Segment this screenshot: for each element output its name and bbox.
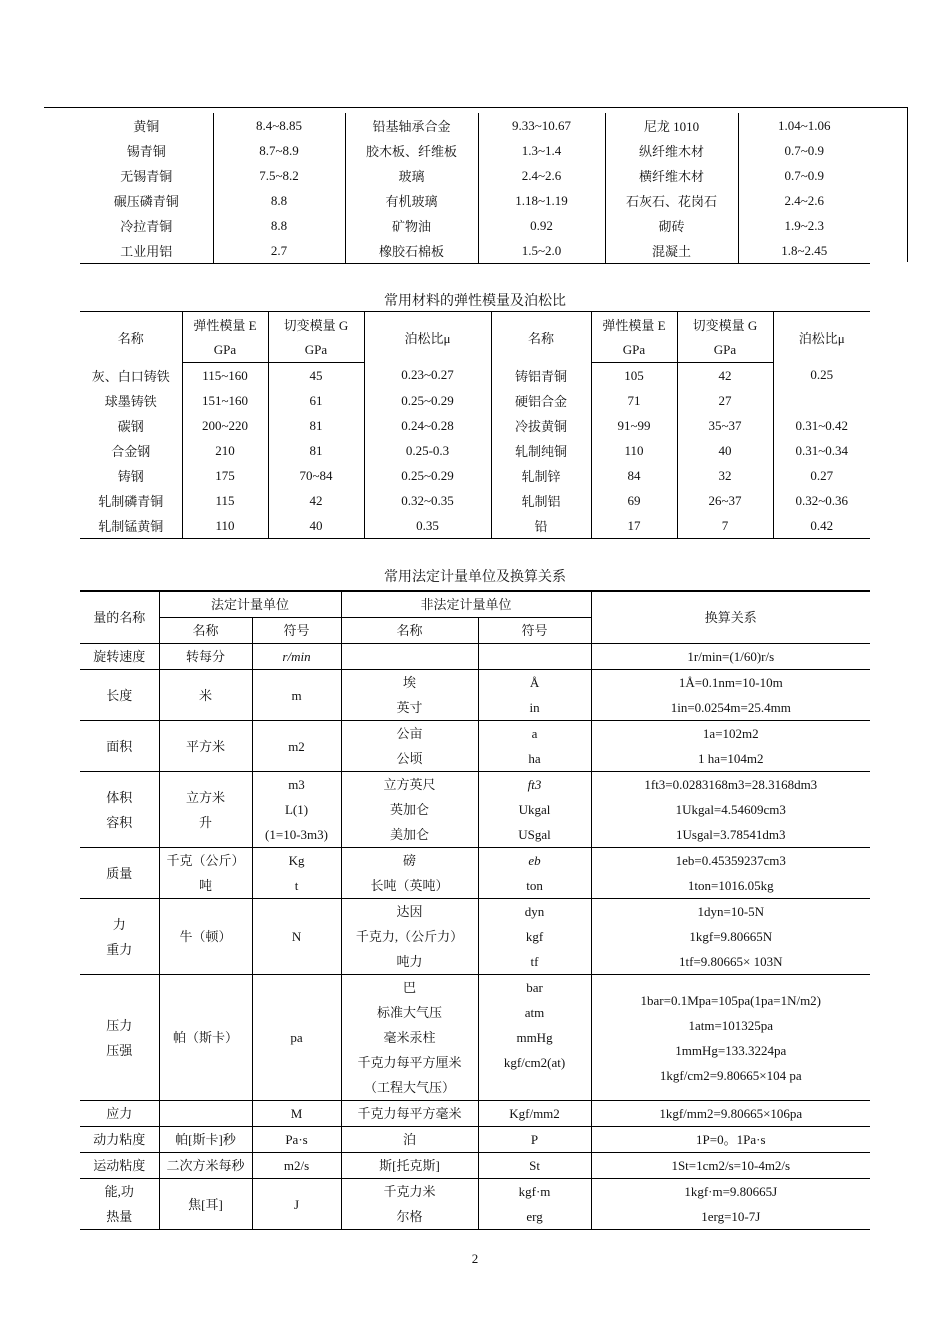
legal-symbol-dynamic-viscosity: Pa·s — [252, 1127, 341, 1153]
conversion: 1mmHg=133.3224pa — [675, 1042, 787, 1058]
table-cell: 砌砖 — [605, 213, 738, 238]
legal-name-area: 平方米 — [159, 721, 252, 772]
header-g-2: 切变模量 G — [677, 312, 773, 338]
nonlegal-name: 英寸 — [396, 700, 423, 715]
legal-symbols-mass — [252, 848, 341, 899]
table-cell: 27 — [677, 388, 773, 413]
table-cell: 混凝土 — [605, 238, 738, 264]
nonlegal-symbol: ha — [528, 751, 541, 766]
table-cell: 7 — [677, 513, 773, 539]
table-cell: 铅基轴承合金 — [345, 113, 478, 138]
legal-symbol: L(1) — [284, 802, 309, 817]
conversions-area — [591, 721, 870, 772]
conversion: 1Å=0.1nm=10-10m — [678, 675, 783, 690]
table-cell: 轧制纯铜 — [491, 438, 591, 463]
elastic-modulus-table — [80, 311, 870, 539]
elastic-row — [80, 488, 870, 513]
table-cell: 2.4~2.6 — [738, 188, 870, 213]
legal-symbol: Kg — [288, 853, 305, 868]
table-cell: 0.25 — [773, 363, 870, 389]
row-force — [80, 899, 870, 975]
nonlegal-symbols-mass — [478, 848, 591, 899]
header-legal: 法定计量单位 — [159, 591, 341, 618]
quantity-label: 能,功 — [104, 1184, 134, 1199]
quantity-label: 热量 — [106, 1209, 133, 1224]
table-cell: 81 — [268, 438, 364, 463]
density-row — [80, 213, 870, 238]
nonlegal-name: 毫米汞柱 — [383, 1030, 436, 1045]
table-cell: 8.4~8.85 — [213, 113, 345, 138]
nonlegal-symbol: kgf/cm2(at) — [503, 1055, 566, 1070]
table-cell: 0.25-0.3 — [364, 438, 491, 463]
table-cell: 轧制锰黄铜 — [98, 519, 164, 534]
conversion: 1in=0.0254m=25.4mm — [670, 700, 791, 715]
density-table — [80, 113, 870, 264]
conversion: 1eb=0.45359237cm3 — [675, 853, 786, 868]
nonlegal-names-length — [341, 670, 478, 721]
density-table-top-rule — [44, 107, 908, 108]
density-table-right-rule — [907, 107, 908, 262]
nonlegal-symbol: atm — [524, 1005, 545, 1020]
row-rotation — [80, 644, 870, 670]
table-cell: 84 — [591, 463, 677, 488]
table-cell: 0.35 — [364, 513, 491, 539]
quantity-pressure — [80, 975, 159, 1101]
table-cell: 42 — [677, 363, 773, 389]
table-cell: 210 — [182, 438, 268, 463]
table-cell: 尼龙 1010 — [605, 113, 738, 138]
table-cell: 铸铝青铜 — [491, 363, 591, 389]
nonlegal-symbol: eb — [528, 853, 541, 868]
table-cell: 70~84 — [268, 463, 364, 488]
table-cell: 锡青铜 — [126, 144, 166, 159]
quantity-volume — [80, 772, 159, 848]
table-cell: 9.33~10.67 — [478, 113, 605, 138]
nonlegal-name: 美加仑 — [390, 827, 430, 842]
header-nonlegal-symbol: 符号 — [478, 618, 591, 644]
legal-name-stress — [159, 1101, 252, 1127]
quantity-force — [80, 899, 159, 975]
page-number: 2 — [471, 1251, 479, 1266]
table-cell: 151~160 — [182, 388, 268, 413]
header-quantity: 量的名称 — [80, 591, 159, 644]
legal-symbol-energy: J — [252, 1179, 341, 1230]
nonlegal-name: 公顷 — [396, 751, 423, 766]
density-row — [80, 163, 870, 188]
legal-names-mass — [159, 848, 252, 899]
nonlegal-symbol: USgal — [518, 827, 551, 842]
nonlegal-symbol: Ukgal — [518, 802, 551, 817]
conversion: 1atm=101325pa — [688, 1017, 774, 1033]
nonlegal-name: 千克力,（公斤力） — [355, 929, 464, 944]
conversion: 1a=102m2 — [702, 726, 759, 741]
nonlegal-name-dynamic-viscosity: 泊 — [341, 1127, 478, 1153]
row-area — [80, 721, 870, 772]
table-cell: 0.31~0.42 — [773, 413, 870, 438]
quantity-label: 压强 — [106, 1042, 133, 1058]
nonlegal-symbol-dynamic-viscosity: P — [478, 1127, 591, 1153]
nonlegal-symbols-energy — [478, 1179, 591, 1230]
nonlegal-symbol: bar — [526, 980, 543, 995]
nonlegal-symbol: dyn — [524, 904, 545, 919]
table-cell: 轧制铝 — [491, 488, 591, 513]
conversion: 1tf=9.80665× 103N — [679, 954, 783, 969]
conversion: 1erg=10-7J — [701, 1209, 761, 1224]
nonlegal-name-stress: 千克力每平方毫米 — [341, 1101, 478, 1127]
table-cell: 0.42 — [773, 513, 870, 539]
header-poisson-2: 泊松比μ — [773, 312, 870, 363]
table-cell: 69 — [591, 488, 677, 513]
nonlegal-names-volume — [341, 772, 478, 848]
nonlegal-symbol: kgf·m — [518, 1184, 551, 1199]
conversions-pressure — [591, 975, 870, 1101]
row-energy — [80, 1179, 870, 1230]
table-cell: 110 — [591, 438, 677, 463]
legal-symbol-stress: M — [252, 1101, 341, 1127]
table-cell: 1.8~2.45 — [738, 238, 870, 264]
table-cell: 有机玻璃 — [345, 188, 478, 213]
conversions-volume — [591, 772, 870, 848]
table-cell: 石灰石、花岗石 — [605, 188, 738, 213]
units-header-row — [80, 591, 870, 618]
table-cell: 无锡青铜 — [120, 169, 173, 184]
legal-name: 升 — [198, 814, 212, 830]
conversion: 1Ukgal=4.54609cm3 — [675, 802, 786, 817]
table-cell: 灰、白口铸铁 — [91, 368, 170, 384]
nonlegal-symbols-area — [478, 721, 591, 772]
row-stress — [80, 1101, 870, 1127]
quantity-mass: 质量 — [80, 848, 159, 899]
nonlegal-names-energy — [341, 1179, 478, 1230]
nonlegal-symbols-volume — [478, 772, 591, 848]
table-cell: 17 — [591, 513, 677, 539]
nonlegal-name: 长吨（英吨） — [370, 878, 449, 893]
header-g-unit: GPa — [268, 337, 364, 363]
nonlegal-symbol: ft3 — [527, 777, 542, 792]
table-cell: 0.92 — [478, 213, 605, 238]
table-cell: 0.23~0.27 — [364, 363, 491, 389]
conversion: 1kgf/cm2=9.80665×104 pa — [659, 1067, 802, 1083]
quantity-stress: 应力 — [80, 1101, 159, 1127]
header-name-2: 名称 — [491, 312, 591, 363]
elastic-row — [80, 513, 870, 539]
nonlegal-name: 标准大气压 — [377, 1005, 443, 1020]
table-cell: 纵纤维木材 — [605, 138, 738, 163]
nonlegal-symbol: kgf — [525, 929, 544, 944]
table-cell: 冷拔黄铜 — [491, 413, 591, 438]
row-volume — [80, 772, 870, 848]
table-cell: 1.04~1.06 — [738, 113, 870, 138]
quantity-label: 体积 — [106, 789, 133, 805]
conversion: 1kgf·m=9.80665J — [684, 1184, 778, 1199]
table-cell: 200~220 — [182, 413, 268, 438]
nonlegal-symbol-kinematic-viscosity: St — [478, 1153, 591, 1179]
header-name: 名称 — [117, 330, 144, 346]
elastic-row — [80, 463, 870, 488]
nonlegal-symbol: in — [529, 700, 540, 715]
conversion: 1bar=0.1Mpa=105pa(1pa=1N/m2) — [640, 992, 822, 1008]
legal-name-kinematic-viscosity: 二次方米每秒 — [159, 1153, 252, 1179]
conversions-energy — [591, 1179, 870, 1230]
nonlegal-symbol: ton — [526, 878, 543, 893]
nonlegal-names-area — [341, 721, 478, 772]
legal-symbol-force: N — [252, 899, 341, 975]
table-cell: 球墨铸铁 — [104, 394, 157, 409]
table-cell: 碳钢 — [117, 419, 144, 434]
conversion: 1Usgal=3.78541dm3 — [676, 827, 786, 842]
nonlegal-names-mass — [341, 848, 478, 899]
nonlegal-name: 立方英尺 — [383, 777, 436, 792]
nonlegal-name: 吨力 — [396, 954, 423, 969]
row-dynamic-viscosity — [80, 1127, 870, 1153]
nonlegal-name: 尔格 — [396, 1209, 423, 1224]
elastic-row — [80, 413, 870, 438]
elastic-header-row — [80, 312, 870, 338]
table-cell: 81 — [268, 413, 364, 438]
legal-names-volume — [159, 772, 252, 848]
nonlegal-name-kinematic-viscosity: 斯[托克斯] — [341, 1153, 478, 1179]
table-cell: 冷拉青铜 — [120, 219, 173, 234]
legal-name-length: 米 — [159, 670, 252, 721]
table-cell: 铸钢 — [117, 469, 144, 484]
table-cell: 42 — [268, 488, 364, 513]
conversions-length — [591, 670, 870, 721]
table-cell: 32 — [677, 463, 773, 488]
nonlegal-names-force — [341, 899, 478, 975]
quantity-rotation: 旋转速度 — [80, 644, 159, 670]
nonlegal-name: 巴 — [403, 980, 417, 995]
nonlegal-name: 达因 — [396, 904, 423, 919]
nonlegal-symbol: tf — [530, 954, 539, 969]
row-kinematic-viscosity — [80, 1153, 870, 1179]
table-cell: 轧制磷青铜 — [98, 494, 164, 509]
conversion: 1ft3=0.0283168m3=28.3168dm3 — [644, 777, 818, 792]
header-e: 弹性模量 E — [182, 312, 268, 338]
table-cell: 黄铜 — [133, 119, 160, 134]
legal-name: 吨 — [198, 878, 212, 893]
legal-symbol: m3 — [288, 777, 305, 792]
legal-symbol: (1=10-3m3) — [265, 827, 328, 842]
nonlegal-symbol: Å — [529, 675, 540, 690]
nonlegal-name-rotation — [341, 644, 478, 670]
nonlegal-symbol-stress: Kgf/mm2 — [478, 1101, 591, 1127]
nonlegal-name: 磅 — [403, 853, 417, 868]
table-cell: 0.7~0.9 — [738, 163, 870, 188]
table-cell: 0.7~0.9 — [738, 138, 870, 163]
density-row — [80, 113, 870, 138]
conversions-mass — [591, 848, 870, 899]
table-cell: 工业用铝 — [120, 244, 173, 259]
table-cell — [773, 388, 870, 413]
table-cell: 1.5~2.0 — [478, 238, 605, 264]
density-row — [80, 138, 870, 163]
table-cell: 61 — [268, 388, 364, 413]
quantity-area: 面积 — [80, 721, 159, 772]
nonlegal-name: 千克力每平方厘米 — [357, 1055, 462, 1070]
header-e-unit-2: GPa — [591, 337, 677, 363]
legal-symbol-area: m2 — [252, 721, 341, 772]
conversion-stress: 1kgf/mm2=9.80665×106pa — [591, 1101, 870, 1127]
table-cell: 7.5~8.2 — [213, 163, 345, 188]
header-g-unit-2: GPa — [677, 337, 773, 363]
elastic-row — [80, 363, 870, 389]
table-cell: 26~37 — [677, 488, 773, 513]
table-cell: 2.7 — [213, 238, 345, 264]
legal-name-pressure: 帕（斯卡） — [159, 975, 252, 1101]
legal-name: 千克（公斤） — [166, 853, 245, 868]
table-cell: 0.31~0.34 — [773, 438, 870, 463]
conversion-dynamic-viscosity: 1P=0。1Pa·s — [591, 1127, 870, 1153]
table-cell: 矿物油 — [345, 213, 478, 238]
legal-symbol-rotation: r/min — [252, 644, 341, 670]
header-e-unit: GPa — [182, 337, 268, 363]
table-cell: 1.3~1.4 — [478, 138, 605, 163]
table-cell: 35~37 — [677, 413, 773, 438]
table-cell: 0.32~0.36 — [773, 488, 870, 513]
nonlegal-name: 埃 — [403, 675, 417, 690]
table-cell: 硬铝合金 — [491, 388, 591, 413]
row-length — [80, 670, 870, 721]
header-nonlegal: 非法定计量单位 — [341, 591, 591, 618]
conversion: 1ton=1016.05kg — [687, 878, 774, 893]
table-cell: 胶木板、纤维板 — [345, 138, 478, 163]
quantity-length: 长度 — [80, 670, 159, 721]
nonlegal-symbol-rotation — [478, 644, 591, 670]
elastic-row — [80, 388, 870, 413]
table-cell: 0.25~0.29 — [364, 388, 491, 413]
table-cell: 碾压磷青铜 — [113, 194, 179, 209]
table-cell: 0.25~0.29 — [364, 463, 491, 488]
header-poisson: 泊松比μ — [364, 312, 491, 363]
table-cell: 合金钢 — [111, 444, 151, 459]
nonlegal-name: 千克力米 — [383, 1184, 436, 1199]
conversion: 1kgf=9.80665N — [689, 929, 773, 944]
nonlegal-symbols-force — [478, 899, 591, 975]
table-cell: 110 — [182, 513, 268, 539]
table-cell: 1.18~1.19 — [478, 188, 605, 213]
density-row — [80, 238, 870, 264]
legal-symbol-length: m — [252, 670, 341, 721]
row-mass — [80, 848, 870, 899]
header-e-2: 弹性模量 E — [591, 312, 677, 338]
quantity-dynamic-viscosity: 动力粘度 — [80, 1127, 159, 1153]
header-conversion: 换算关系 — [591, 591, 870, 644]
table-cell: 40 — [677, 438, 773, 463]
table-cell: 铅 — [491, 513, 591, 539]
quantity-energy — [80, 1179, 159, 1230]
table-cell: 0.24~0.28 — [364, 413, 491, 438]
table-cell: 8.8 — [213, 188, 345, 213]
legal-symbol: t — [294, 878, 299, 893]
table-cell: 175 — [182, 463, 268, 488]
nonlegal-name: 英加仑 — [390, 802, 430, 817]
table-cell: 8.8 — [213, 213, 345, 238]
table-cell: 2.4~2.6 — [478, 163, 605, 188]
legal-name-dynamic-viscosity: 帕[斯卡]秒 — [159, 1127, 252, 1153]
quantity-label: 压力 — [106, 1017, 133, 1033]
conversions-force — [591, 899, 870, 975]
table-cell: 8.7~8.9 — [213, 138, 345, 163]
conversion-kinematic-viscosity: 1St=1cm2/s=10-4m2/s — [591, 1153, 870, 1179]
table-cell: 115 — [182, 488, 268, 513]
table-cell: 45 — [268, 363, 364, 389]
table-cell: 115~160 — [182, 363, 268, 389]
table-cell: 轧制锌 — [491, 463, 591, 488]
legal-name-rotation: 转每分 — [159, 644, 252, 670]
nonlegal-symbols-length — [478, 670, 591, 721]
quantity-kinematic-viscosity: 运动粘度 — [80, 1153, 159, 1179]
row-pressure — [80, 975, 870, 1101]
header-nonlegal-name: 名称 — [341, 618, 478, 644]
nonlegal-symbol: a — [531, 726, 538, 741]
header-g: 切变模量 G — [268, 312, 364, 338]
quantity-label: 重力 — [106, 941, 133, 957]
nonlegal-name: （工程大气压） — [364, 1080, 456, 1095]
table-cell: 横纤维木材 — [605, 163, 738, 188]
quantity-label: 容积 — [106, 814, 133, 830]
legal-name-force: 牛（顿） — [159, 899, 252, 975]
nonlegal-name: 公亩 — [396, 726, 423, 741]
legal-name-energy: 焦[耳] — [159, 1179, 252, 1230]
units-table-title: 常用法定计量单位及换算关系 — [384, 569, 566, 585]
legal-symbols-volume — [252, 772, 341, 848]
legal-name: 立方米 — [185, 789, 225, 805]
conversion: 1 ha=104m2 — [698, 751, 764, 766]
quantity-label: 力 — [112, 916, 126, 932]
table-cell: 1.9~2.3 — [738, 213, 870, 238]
nonlegal-symbol: erg — [526, 1209, 543, 1224]
table-cell: 71 — [591, 388, 677, 413]
table-cell: 91~99 — [591, 413, 677, 438]
nonlegal-names-pressure — [341, 975, 478, 1101]
nonlegal-symbol: mmHg — [516, 1030, 553, 1045]
elastic-table-title: 常用材料的弹性模量及泊松比 — [384, 294, 566, 309]
table-cell: 105 — [591, 363, 677, 389]
header-legal-symbol: 符号 — [252, 618, 341, 644]
header-legal-name: 名称 — [159, 618, 252, 644]
legal-symbol-kinematic-viscosity: m2/s — [252, 1153, 341, 1179]
conversion-rotation: 1r/min=(1/60)r/s — [591, 644, 870, 670]
table-cell: 0.32~0.35 — [364, 488, 491, 513]
legal-symbol-pressure: pa — [252, 975, 341, 1101]
table-cell: 0.27 — [773, 463, 870, 488]
elastic-row — [80, 438, 870, 463]
conversion: 1dyn=10-5N — [697, 904, 765, 919]
density-row — [80, 188, 870, 213]
nonlegal-symbols-pressure — [478, 975, 591, 1101]
table-cell: 40 — [268, 513, 364, 539]
table-cell: 玻璃 — [345, 163, 478, 188]
table-cell: 橡胶石棉板 — [345, 238, 478, 264]
units-table — [80, 590, 870, 1230]
